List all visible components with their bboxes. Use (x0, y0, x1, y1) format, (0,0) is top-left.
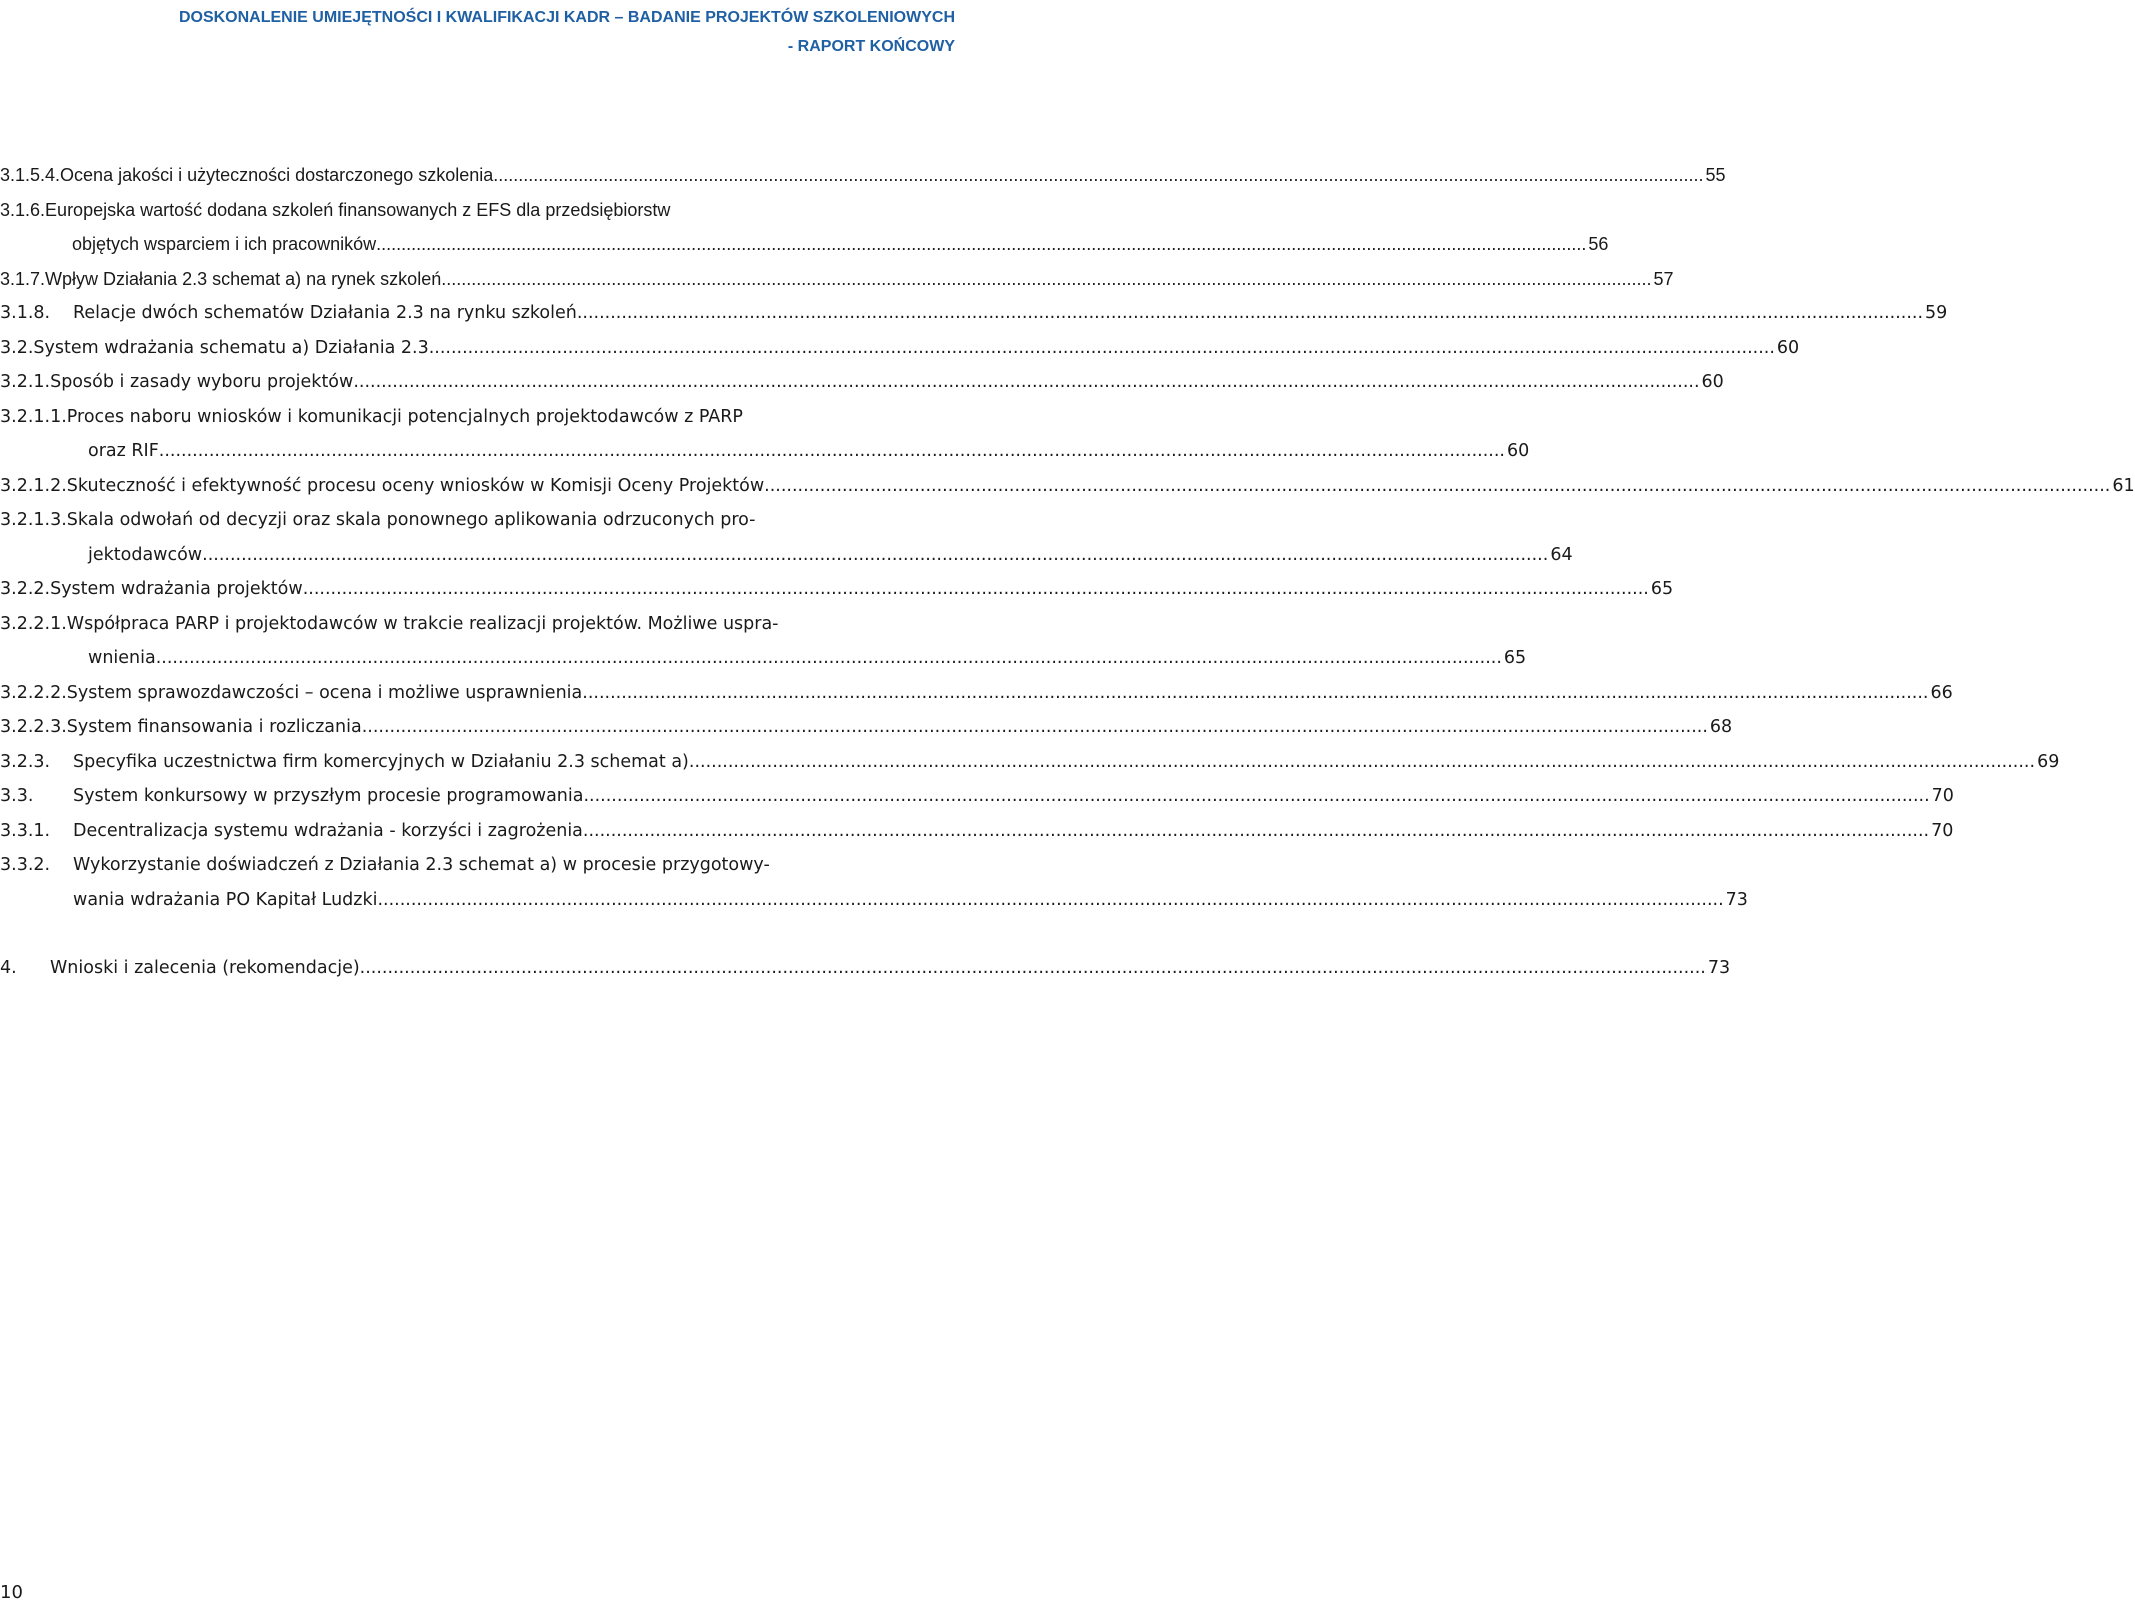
toc-entry-title: System sprawozdawczości – ocena i możliwe usprawnienia (66, 682, 583, 703)
toc-dot-leader (159, 434, 1505, 469)
toc-entry-title: Relacje dwóch schematów Działania 2.3 na rynku szkoleń (73, 303, 577, 323)
toc-entry-title: Proces naboru wniosków i komunikacji potencjalnych projektodawców z PARP (66, 406, 743, 427)
toc-entry-number: 3.3.1. (0, 820, 51, 841)
toc-page-number: 57 (1653, 268, 1674, 289)
toc-entry[interactable] (0, 158, 1726, 193)
header-title: DOSKONALENIE UMIEJĘTNOŚCI I KWALIFIKACJI KADR – BADANIE PROJEKTÓW SZKOLENIOWYCH (178, 9, 955, 26)
toc-page-number: 65 (1650, 579, 1674, 599)
toc-entry-number: 3.2.1.3. (0, 510, 67, 530)
toc-page-number: 70 (1931, 786, 1954, 806)
toc-entry[interactable] (0, 676, 1953, 711)
table-of-contents (0, 158, 2135, 986)
toc-page-number: 61 (2112, 475, 2135, 496)
toc-entry[interactable] (0, 365, 1724, 400)
toc-entry-title: Specyfika uczestnictwa firm komercyjnych w Działaniu 2.3 schemat a) (73, 751, 689, 772)
page-number: 10 (0, 1582, 23, 1603)
toc-page-number: 56 (1588, 234, 1609, 254)
toc-entry-title: Wykorzystanie doświadczeń z Działania 2.3 schemat a) w procesie przygotowy- (73, 855, 770, 875)
running-header (0, 0, 955, 61)
toc-dot-leader (377, 883, 1723, 918)
toc-dot-leader (429, 331, 1775, 366)
toc-entry[interactable] (0, 331, 1800, 366)
toc-entry[interactable] (0, 400, 1530, 469)
toc-dot-leader (362, 710, 1708, 745)
toc-entry-title-continued: oraz RIF (88, 441, 159, 461)
toc-dot-leader (376, 227, 1586, 262)
toc-dot-leader (577, 296, 1923, 331)
toc-spacer (0, 917, 910, 951)
toc-dot-leader (583, 779, 1929, 814)
toc-dot-leader (764, 469, 2110, 504)
toc-entry-number: 3.2.2.3. (0, 717, 67, 737)
toc-entry-number: 3.2.2.1. (0, 613, 67, 634)
toc-entry-title: System konkursowy w przyszłym procesie programowania (73, 786, 584, 806)
toc-entry-title: Decentralizacja systemu wdrażania - korzyści i zagrożenia (73, 820, 583, 841)
header-subtitle: - RAPORT KOŃCOWY (787, 38, 955, 55)
toc-entry-number: 3.1.5.4. (0, 165, 61, 185)
toc-dot-leader (441, 262, 1651, 297)
toc-entry-number: 3.1.6. (0, 199, 46, 220)
toc-entry[interactable] (0, 607, 1527, 676)
toc-page-number: 60 (1506, 441, 1530, 461)
toc-page-number: 60 (1776, 337, 1800, 358)
toc-page-number: 70 (1931, 820, 1954, 841)
toc-entry[interactable] (0, 951, 1731, 986)
toc-entry-title: Sposób i zasady wyboru projektów (50, 372, 354, 392)
toc-page-number: 73 (1707, 958, 1731, 978)
toc-entry[interactable] (0, 572, 1674, 607)
toc-page-number: 55 (1705, 165, 1726, 185)
toc-entry-number: 3.2.2. (0, 579, 51, 599)
toc-entry[interactable] (0, 503, 1573, 572)
toc-entry-title: Ocena jakości i użyteczności dostarczonego szkolenia (60, 165, 494, 185)
toc-entry-number: 3.2.2.2. (0, 682, 67, 703)
toc-entry-number: 3.3. (0, 786, 34, 806)
toc-page-number: 59 (1925, 303, 1948, 323)
toc-entry-title: Skala odwołań od decyzji oraz skala ponownego aplikowania odrzuconych pro- (66, 510, 756, 530)
toc-entry-number: 3.3.2. (0, 855, 51, 875)
toc-entry-number: 4. (0, 958, 17, 978)
toc-entry-title: Europejska wartość dodana szkoleń finansowanych z EFS dla przedsiębiorstw (45, 199, 671, 220)
toc-entry-number: 3.2.3. (0, 751, 51, 772)
toc-entry[interactable] (0, 814, 1954, 849)
toc-entry-title: System wdrażania projektów (50, 579, 303, 599)
toc-entry[interactable] (0, 262, 1674, 297)
toc-entry-number: 3.2.1.1. (0, 406, 67, 427)
toc-dot-leader (493, 158, 1703, 193)
toc-page-number: 73 (1725, 889, 1748, 910)
toc-dot-leader (360, 951, 1706, 986)
toc-entry-title: Skuteczność i efektywność procesu oceny wniosków w Komisji Oceny Projektów (66, 475, 765, 496)
toc-dot-leader (202, 538, 1548, 573)
toc-entry[interactable] (0, 193, 1609, 262)
toc-entry-title: System finansowania i rozliczania (66, 717, 362, 737)
toc-entry-title-continued: jektodawców (88, 544, 203, 565)
toc-entry-number: 3.2.1. (0, 372, 51, 392)
toc-dot-leader (156, 641, 1502, 676)
toc-entry-title: Współpraca PARP i projektodawców w trakcie realizacji projektów. Możliwe uspra- (66, 613, 779, 634)
toc-page-number: 68 (1709, 717, 1733, 737)
toc-entry[interactable] (0, 469, 2135, 504)
toc-dot-leader (582, 676, 1928, 711)
toc-page-number: 66 (1930, 682, 1953, 703)
toc-page-number: 69 (2037, 751, 2060, 772)
toc-entry-number: 3.2. (0, 337, 34, 358)
toc-entry-title-continued: wania wdrażania PO Kapitał Ludzki (73, 889, 378, 910)
toc-entry-number: 3.1.7. (0, 268, 46, 289)
toc-entry-title: Wnioski i zalecenia (rekomendacje) (50, 958, 360, 978)
toc-dot-leader (353, 365, 1699, 400)
toc-dot-leader (689, 745, 2035, 780)
toc-entry[interactable] (0, 710, 1733, 745)
toc-dot-leader (303, 572, 1649, 607)
toc-entry[interactable] (0, 745, 2060, 780)
toc-entry[interactable] (0, 296, 1948, 331)
toc-page-number: 65 (1503, 648, 1527, 668)
toc-page-number: 60 (1701, 372, 1724, 392)
toc-page-number: 64 (1550, 544, 1573, 565)
toc-entry-title-continued: objętych wsparciem i ich pracowników (72, 234, 377, 254)
toc-entry-number: 3.1.8. (0, 303, 51, 323)
toc-entry-title: System wdrażania schematu a) Działania 2.3 (33, 337, 429, 358)
toc-entry[interactable] (0, 848, 1748, 917)
toc-dot-leader (583, 814, 1929, 849)
toc-entry[interactable] (0, 779, 1954, 814)
toc-entry-title-continued: wnienia (88, 648, 156, 668)
toc-entry-number: 3.2.1.2. (0, 475, 67, 496)
toc-entry-title: Wpływ Działania 2.3 schemat a) na rynek szkoleń (45, 268, 442, 289)
